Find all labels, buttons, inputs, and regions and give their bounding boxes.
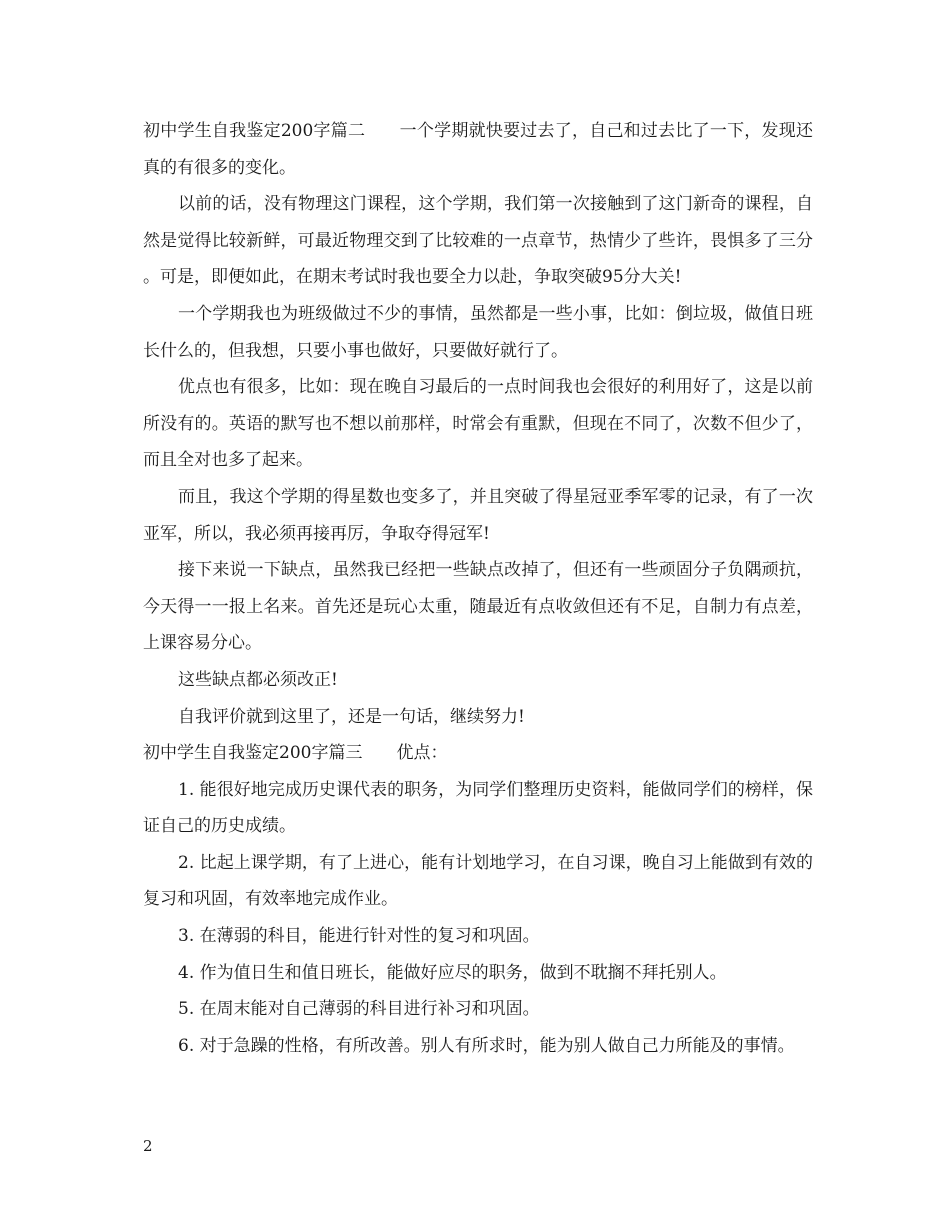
paragraph: 初中学生自我鉴定200字篇二 一个学期就快要过去了，自己和过去比了一下，发现还真的有很多的变化。 — [143, 121, 813, 178]
list-item: 6. 对于急躁的性格，有所改善。别人有所求时，能为别人做自己力所能及的事情。 — [178, 1035, 795, 1056]
section-heading: 初中学生自我鉴定200字篇三 优点： — [143, 743, 448, 764]
paragraph: 一个学期我也为班级做过不少的事情，虽然都是一些小事，比如：倒垃圾，做值日班长什么的，但我想，只要小事也做好，只要做好就行了。 — [143, 303, 813, 361]
list-item: 2. 比起上课学期，有了上进心，能有计划地学习，在自习课，晚自习上能做到有效的复习和巩固，有效率地完成作业。 — [143, 852, 813, 910]
paragraph: 优点也有很多，比如：现在晚自习最后的一点时间我也会很好的利用好了，这是以前所没有的。英语的默写也不想以前那样，时常会有重默，但现在不同了，次数不但少了，而且全对也多了起来。 — [143, 377, 813, 471]
list-item: 3. 在薄弱的科目，能进行针对性的复习和巩固。 — [178, 926, 540, 947]
paragraph: 以前的话，没有物理这门课程，这个学期，我们第一次接触到了这门新奇的课程，自然是觉得比较新鲜，可最近物理交到了比较难的一点章节，热情少了些许，畏惧多了三分。可是，即便如此，在期末考试时我也要全力以赴，争取突破95分大关! — [143, 194, 813, 288]
page-number: 2 — [143, 1137, 153, 1155]
document-body — [143, 113, 813, 1064]
list-item: 4. 作为值日生和值日班长，能做好应尽的职务，做到不耽搁不拜托别人。 — [178, 962, 727, 983]
paragraph: 而且，我这个学期的得星数也变多了，并且突破了得星冠亚季军零的记录，有了一次亚军，所以，我必须再接再厉，争取夺得冠军! — [143, 486, 813, 544]
list-item: 5. 在周末能对自己薄弱的科目进行补习和巩固。 — [178, 999, 540, 1020]
paragraph: 接下来说一下缺点，虽然我已经把一些缺点改掉了，但还有一些顽固分子负隅顽抗，今天得一一报上名来。首先还是玩心太重，随最近有点收敛但还有不足，自制力有点差，上课容易分心。 — [143, 560, 813, 654]
paragraph: 自我评价就到这里了，还是一句话，继续努力! — [178, 706, 525, 727]
paragraph: 这些缺点都必须改正! — [178, 669, 338, 690]
list-item: 1. 能很好地完成历史课代表的职务，为同学们整理历史资料，能做同学们的榜样，保证自己的历史成绩。 — [143, 779, 813, 837]
